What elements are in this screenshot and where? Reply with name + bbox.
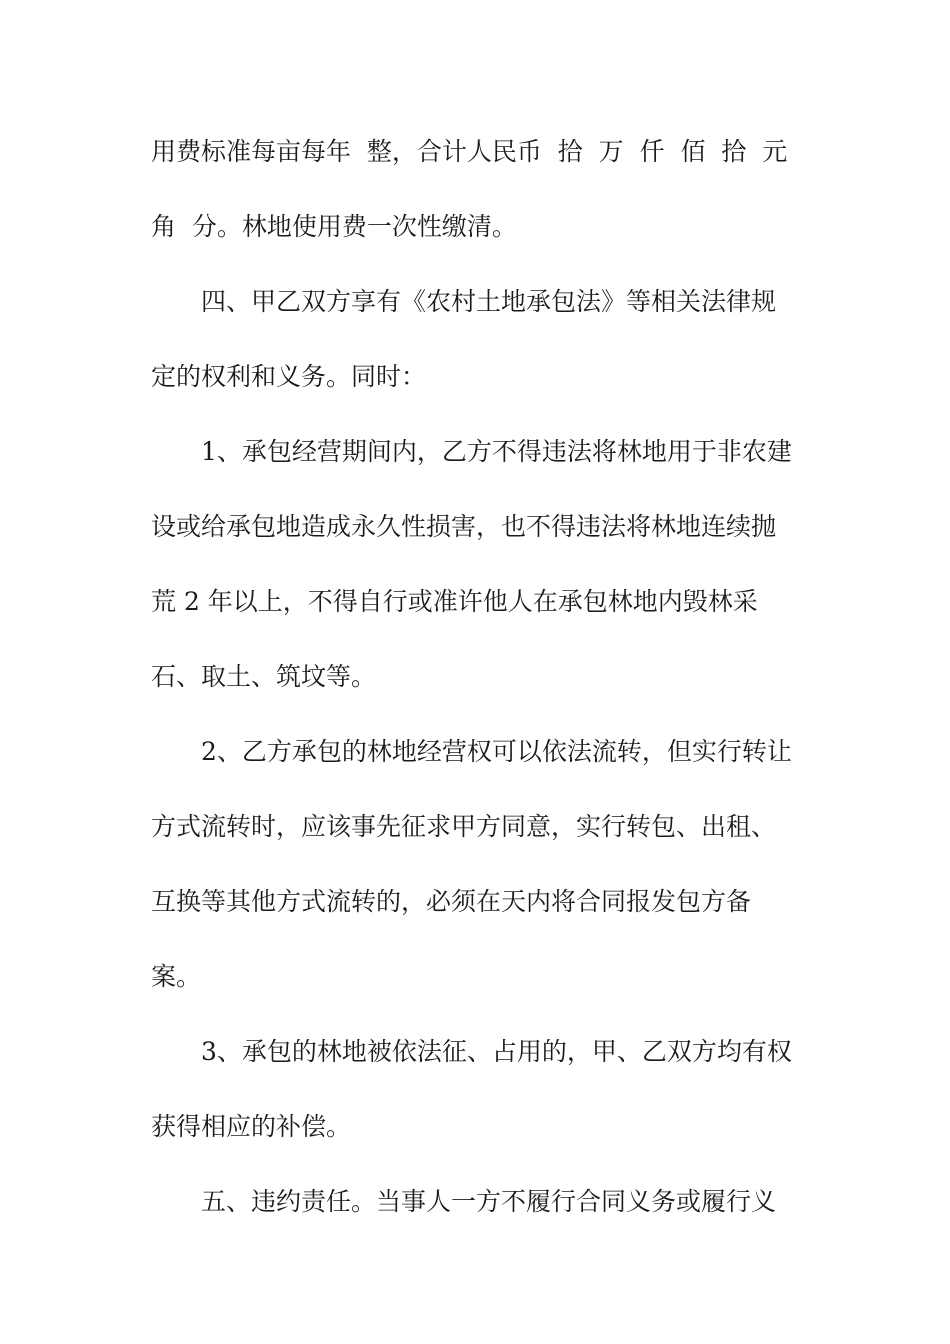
text-line: 方式流转时，应该事先征求甲方同意，实行转包、出租、: [151, 812, 777, 841]
text-line: 石、取土、筑坟等。: [151, 662, 377, 691]
text-line: 设或给承包地造成永久性损害，也不得违法将林地连续抛: [151, 512, 777, 541]
paragraph-heading-four: 四、甲乙双方享有《农村土地承包法》等相关法律规: [201, 287, 777, 316]
text-line: 角 分。林地使用费一次性缴清。: [151, 212, 517, 241]
text-line: 互换等其他方式流转的，必须在天内将合同报发包方备: [151, 887, 752, 916]
text-line: 定的权利和义务。同时：: [151, 362, 427, 391]
clause-three: 3、承包的林地被依法征、占用的，甲、乙双方均有权: [201, 1037, 792, 1066]
clause-one: 1、承包经营期间内，乙方不得违法将林地用于非农建: [201, 437, 792, 466]
text-line: 用费标准每亩每年 整，合计人民币 拾 万 仟 佰 拾 元: [151, 137, 788, 166]
text-line: 案。: [151, 962, 202, 991]
text-line: 获得相应的补偿。: [151, 1112, 352, 1141]
paragraph-heading-five: 五、违约责任。当事人一方不履行合同义务或履行义: [201, 1187, 777, 1216]
text-line: 荒 2 年以上，不得自行或准许他人在承包林地内毁林采: [151, 587, 758, 616]
clause-two: 2、乙方承包的林地经营权可以依法流转，但实行转让: [201, 737, 792, 766]
